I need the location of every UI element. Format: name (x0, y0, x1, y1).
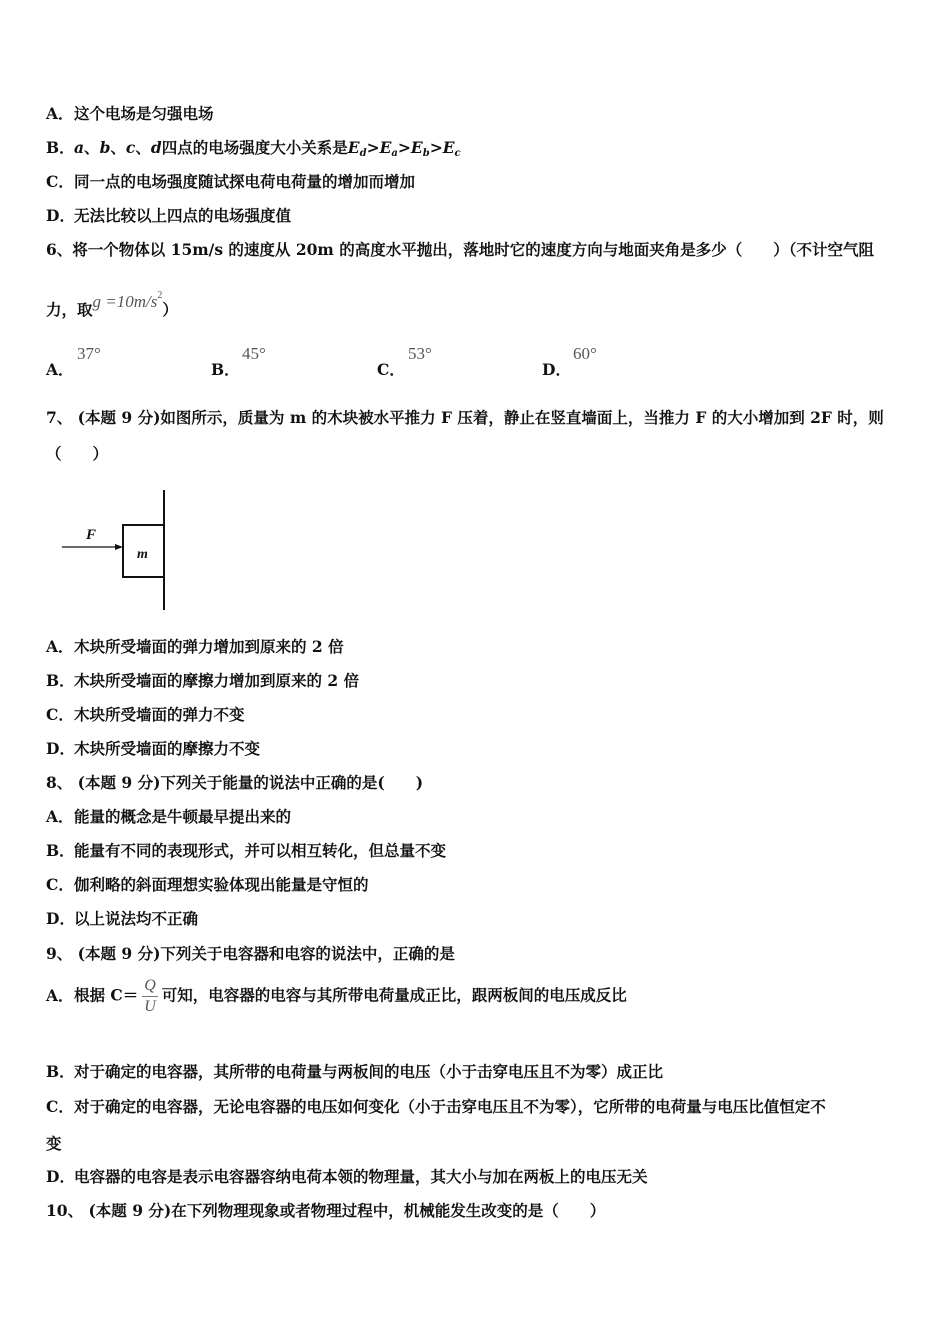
q7-force-diagram (58, 488, 178, 614)
q8-option-a: A．能量的概念是牛顿最早提出来的 (46, 807, 292, 826)
force-arrow-head (115, 544, 123, 550)
q6-stem-line2: 力，取$g =10m/s^2$） (46, 290, 178, 319)
q6-choice-a: A． (46, 360, 74, 379)
q7-option-c: C．木块所受墙面的弹力不变 (46, 705, 245, 724)
force-label: F (86, 527, 97, 543)
q5-option-b: B．a、b、c、d四点的电场强度大小关系是$E_d>E_a>E_b>E_c$ (46, 138, 461, 159)
q6-choice-d: D． (542, 360, 571, 379)
q8-option-b: B．能量有不同的表现形式，并可以相互转化，但总量不变 (46, 841, 447, 860)
q5-option-a: A．这个电场是匀强电场 (46, 104, 214, 123)
q5-option-d: D．无法比较以上四点的电场强度值 (46, 206, 292, 225)
q9-option-c: C．对于确定的电容器，无论电容器的电压如何变化（小于击穿电压且不为零），它所带的电荷量与电压比值恒定不 (46, 1097, 826, 1116)
q6-choice-b-value: 45° (242, 344, 266, 363)
gravity-expression: g =10m/s (92, 292, 158, 311)
q9-option-d: D．电容器的电容是表示电容器容纳电荷本领的物理量，其大小与加在两板上的电压无关 (46, 1167, 648, 1186)
q7-option-d: D．木块所受墙面的摩擦力不变 (46, 739, 261, 758)
q6-choice-b: B． (211, 360, 240, 379)
q8-option-d: D．以上说法均不正确 (46, 909, 199, 928)
q7-stem-line2: （ ） (46, 444, 109, 463)
q9-option-a: A．根据 C＝ $\frac{Q}{U}$ 可知，电容器的电容与其所带电荷量成正比，跟两板间的电压成反比 (46, 977, 627, 1015)
q7-option-a: A．木块所受墙面的弹力增加到原来的 2 倍 (46, 637, 344, 656)
q8-stem: 8、 (本题 9 分)下列关于能量的说法中正确的是( ) (46, 773, 424, 792)
q9-stem: 9、 (本题 9 分)下列关于电容器和电容的说法中，正确的是 (46, 944, 455, 963)
q6-choice-c-value: 53° (408, 344, 432, 363)
q7-option-b: B．木块所受墙面的摩擦力增加到原来的 2 倍 (46, 671, 360, 690)
q6-choice-c: C． (377, 360, 405, 379)
q8-option-c: C．伽利略的斜面理想实验体现出能量是守恒的 (46, 875, 369, 894)
q7-stem-line1: 7、 (本题 9 分)如图所示，质量为 m 的木块被水平推力 F 压着，静止在竖直墙面上，当推力 F 的大小增加到 2F 时，则 (46, 408, 884, 427)
q6-choice-a-value: 37° (77, 344, 101, 363)
q6-stem-line1: 6、将一个物体以 15m/s 的速度从 20m 的高度水平抛出，落地时它的速度方向与地面夹角是多少（ ）（不计空气阻 (46, 240, 874, 259)
q5-option-c: C．同一点的电场强度随试探电荷电荷量的增加而增加 (46, 172, 416, 191)
q9-option-b: B．对于确定的电容器，其所带的电荷量与两板间的电压（小于击穿电压且不为零）成正比 (46, 1062, 664, 1081)
mass-label: m (137, 547, 148, 562)
capacitance-fraction: $\frac{Q}{U}$ (144, 977, 156, 1015)
q10-stem: 10、 (本题 9 分)在下列物理现象或者物理过程中，机械能发生改变的是（ ） (46, 1201, 606, 1220)
q6-choice-d-value: 60° (573, 344, 597, 363)
q9-option-c-cont: 变 (46, 1134, 62, 1153)
